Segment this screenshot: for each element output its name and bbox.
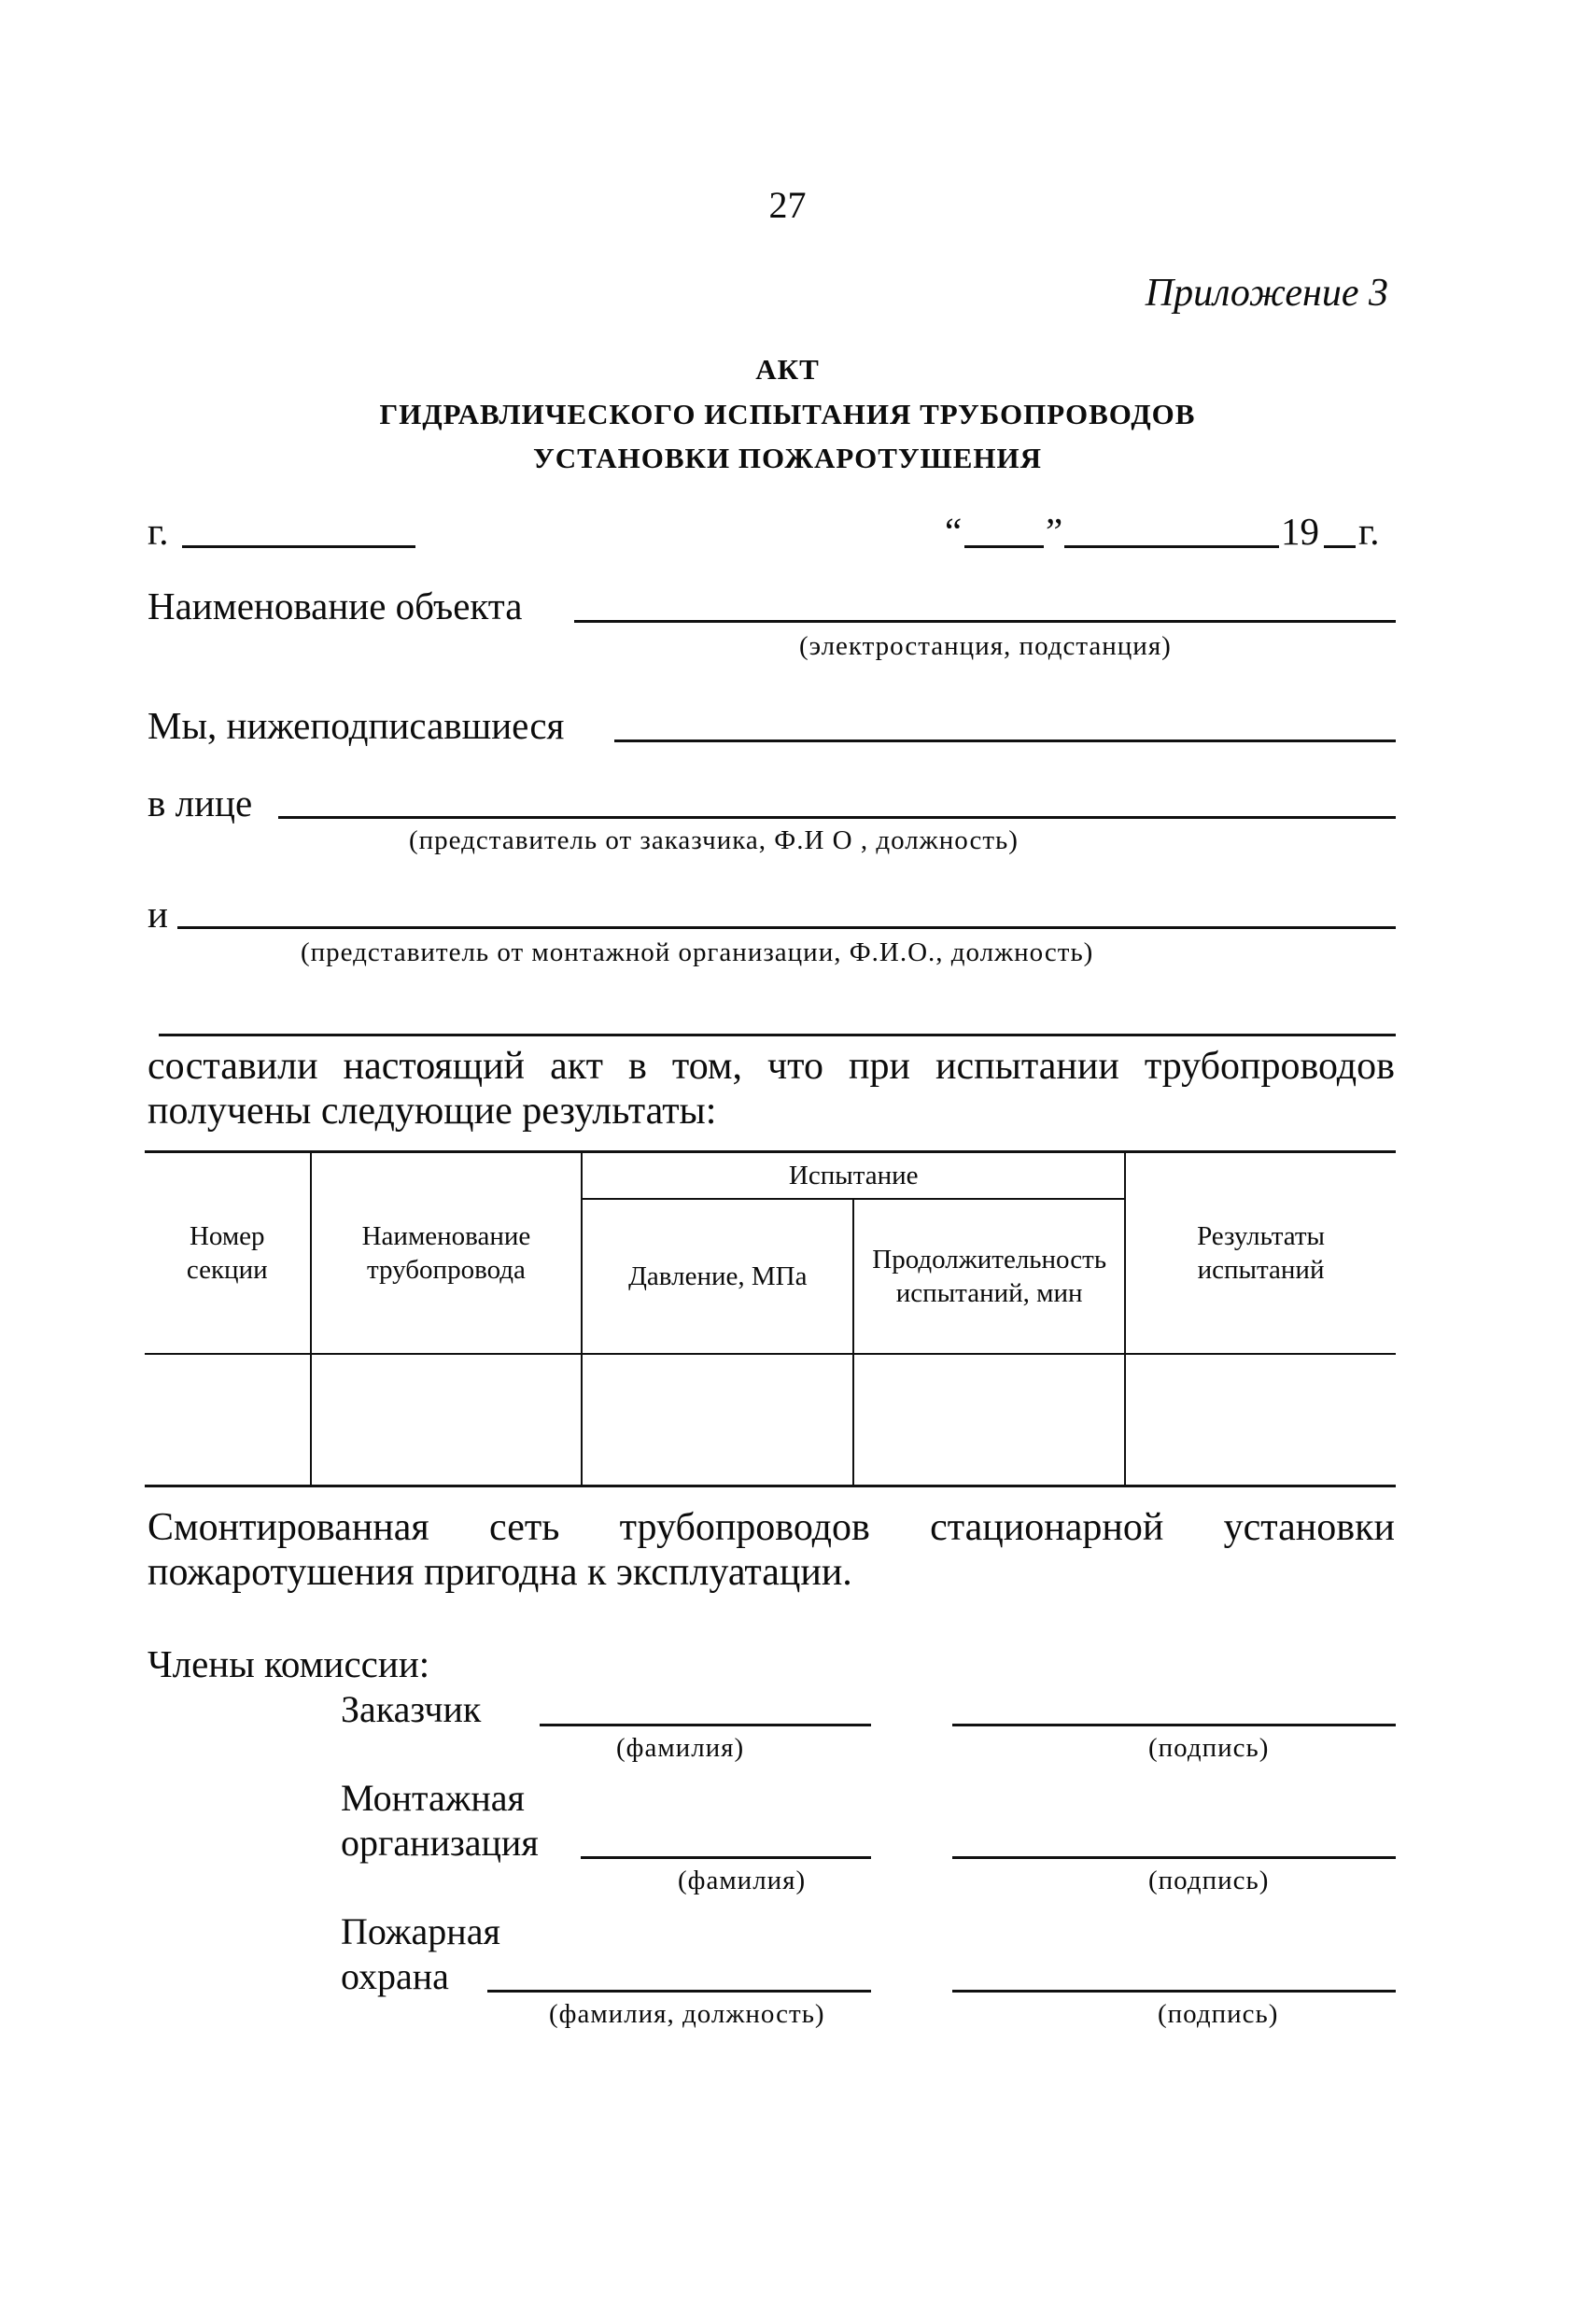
date-year-prefix: 19: [1281, 510, 1319, 553]
city-blank[interactable]: [182, 545, 415, 548]
city-prefix: г.: [148, 510, 169, 553]
date-quote-close: ”: [1046, 510, 1063, 553]
fire-signature-note: (подпись): [1158, 1999, 1279, 2029]
document-title-line-2: ГИДРАВЛИЧЕСКОГО ИСПЫТАНИЯ ТРУБОПРОВОДОВ: [379, 398, 1196, 430]
results-table: [145, 1150, 1396, 1487]
installer-label-line1: Монтажная: [341, 1777, 525, 1819]
person-label: в лице: [148, 782, 253, 824]
customer-surname-note: (фамилия): [616, 1733, 745, 1763]
header-test-results: Результаты испытаний: [1125, 1152, 1396, 1354]
page-number: 27: [768, 184, 807, 226]
header-pipeline-name: Наименование трубопровода: [311, 1152, 583, 1354]
fire-surname-position-note: (фамилия, должность): [549, 1999, 825, 2029]
installer-signature-note: (подпись): [1148, 1866, 1270, 1895]
and-label: и: [148, 893, 168, 936]
cell-test-results[interactable]: [1125, 1354, 1396, 1486]
intro-paragraph: составили настоящий акт в том, что при испытании трубопроводов получены следующие результаты:: [148, 1045, 1395, 1133]
cell-duration[interactable]: [853, 1354, 1125, 1486]
conclusion-paragraph: Смонтированная сеть трубопроводов стационарной установки пожаротушения пригодна к эксплуатации.: [148, 1506, 1395, 1594]
commission-heading: Члены комиссии:: [148, 1642, 430, 1685]
installer-surname-blank[interactable]: [581, 1856, 871, 1859]
and-note: (представитель от монтажной организации, Ф.И.О., должность): [301, 937, 1094, 967]
customer-surname-blank[interactable]: [540, 1724, 871, 1726]
object-name-note: (электростанция, подстанция): [799, 631, 1172, 661]
object-name-label: Наименование объекта: [148, 585, 523, 627]
date-month-blank[interactable]: [1064, 545, 1279, 548]
installer-surname-note: (фамилия): [678, 1866, 807, 1895]
date-year-blank[interactable]: [1324, 545, 1356, 548]
customer-label: Заказчик: [341, 1688, 482, 1730]
header-duration: Продолжительность испытаний, мин: [853, 1199, 1125, 1354]
undersigned-blank[interactable]: [614, 739, 1396, 742]
header-test-group: Испытание: [582, 1152, 1125, 1199]
header-pressure: Давление, МПа: [582, 1199, 853, 1354]
customer-signature-note: (подпись): [1148, 1733, 1270, 1763]
cell-pressure[interactable]: [582, 1354, 853, 1486]
installer-label-line2: организация: [341, 1822, 539, 1864]
date-year-suffix: г.: [1358, 510, 1380, 553]
undersigned-label: Мы, нижеподписавшиеся: [148, 704, 565, 747]
header-section-number: Номер секции: [145, 1152, 311, 1354]
installer-signature-blank[interactable]: [952, 1856, 1396, 1859]
fire-signature-blank[interactable]: [952, 1990, 1396, 1993]
appendix-label: Приложение 3: [1145, 272, 1388, 315]
person-note: (представитель от заказчика, Ф.И О , должность): [409, 825, 1019, 855]
table-row: [145, 1354, 1396, 1486]
document-title-act: АКТ: [755, 353, 820, 386]
date-day-blank[interactable]: [964, 545, 1044, 548]
fire-label-line1: Пожарная: [341, 1910, 500, 1952]
fire-label-line2: охрана: [341, 1955, 449, 1997]
object-name-blank[interactable]: [574, 620, 1396, 623]
cell-pipeline-name[interactable]: [311, 1354, 583, 1486]
date-quote-open: “: [945, 510, 963, 553]
document-title-line-3: УСТАНОВКИ ПОЖАРОТУШЕНИЯ: [532, 442, 1043, 474]
cell-section-number[interactable]: [145, 1354, 311, 1486]
and-blank[interactable]: [177, 926, 1396, 929]
customer-signature-blank[interactable]: [952, 1724, 1396, 1726]
fire-surname-blank[interactable]: [487, 1990, 871, 1993]
extra-blank-line[interactable]: [159, 1034, 1396, 1036]
person-blank[interactable]: [278, 816, 1396, 819]
